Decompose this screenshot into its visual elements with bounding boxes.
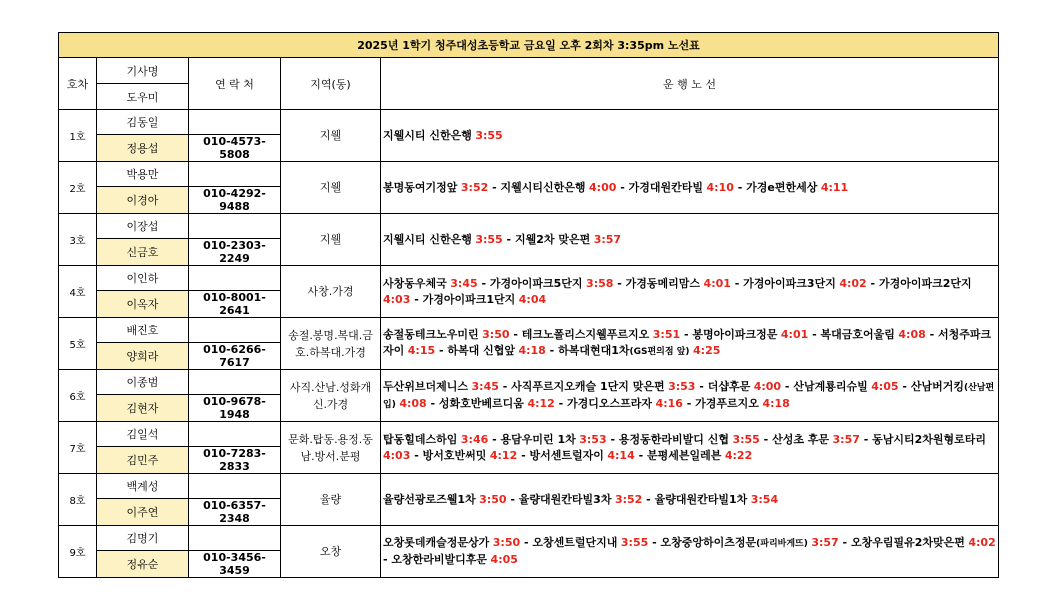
area-cell: 오창 xyxy=(281,526,381,578)
stop-separator: - xyxy=(730,276,744,290)
contact-phone: 010-7283-2833 xyxy=(189,447,281,474)
contact-phone: 010-4573-5808 xyxy=(189,135,281,162)
table-row xyxy=(59,474,999,499)
stop-time: 3:50 xyxy=(479,492,507,506)
route-cell xyxy=(381,214,999,266)
stop-time: 4:02 xyxy=(839,276,867,290)
stop-separator: - xyxy=(410,292,423,306)
stop-name: 가경동메리맘스 xyxy=(625,276,701,290)
stop-time: 4:15 xyxy=(407,344,436,357)
stop-name: 율량대원칸타빌3차 xyxy=(518,492,612,506)
stop-note: (산남편입) xyxy=(383,382,995,410)
table-row xyxy=(59,214,999,239)
area-cell: 지웰 xyxy=(281,214,381,266)
stop-time: 3:51 xyxy=(652,328,681,341)
stop-separator: - xyxy=(642,492,655,506)
stop-separator: - xyxy=(410,448,423,462)
stop-time: 4:18 xyxy=(762,396,790,410)
stop-separator: - xyxy=(517,448,530,462)
stop-name: 용정동한라비발디 신협 xyxy=(618,432,729,446)
stop-name: 두산위브더제니스 xyxy=(383,379,469,393)
stop-separator: - xyxy=(545,344,559,357)
contact-phone: 010-6357-2348 xyxy=(189,499,281,526)
table-row xyxy=(59,526,999,551)
stop-name: 하복대 신협앞 xyxy=(447,344,515,357)
driver-name: 이종범 xyxy=(97,370,189,395)
stop-time: 3:45 xyxy=(450,276,478,290)
contact-blank xyxy=(189,318,281,343)
route-cell xyxy=(381,370,999,422)
contact-blank xyxy=(189,214,281,239)
route-cell xyxy=(381,526,999,578)
stop-name: 복대금호어울림 xyxy=(820,328,895,341)
stop-name: 방서호반써밋 xyxy=(422,448,487,462)
stop-name: 지웰시티신한은행 xyxy=(500,180,586,194)
stop-time: 4:00 xyxy=(589,180,617,194)
stop-name: 율량대원칸타빌1차 xyxy=(654,492,748,506)
driver-name: 박용만 xyxy=(97,162,189,187)
stop-time: 3:57 xyxy=(832,432,860,446)
stop-name: 오창한라비발디후문 xyxy=(391,553,488,566)
assistant-name: 정유순 xyxy=(97,551,189,578)
route-cell xyxy=(381,110,999,162)
assistant-name: 양희라 xyxy=(97,343,189,370)
stop-time: 3:50 xyxy=(482,328,510,341)
area-cell: 지웰 xyxy=(281,162,381,214)
stop-time: 4:08 xyxy=(898,328,926,341)
header-assistant: 도우미 xyxy=(97,84,189,110)
stop-time: 4:01 xyxy=(703,276,731,290)
stop-separator: - xyxy=(520,536,533,549)
stop-time: 4:12 xyxy=(489,448,518,462)
stop-separator: - xyxy=(838,536,851,549)
stop-time: 3:52 xyxy=(460,180,489,194)
area-cell: 사직.산남.성화개신.가경 xyxy=(281,370,381,422)
area-cell: 문화.탑동.용정.동남.방서.분평 xyxy=(281,422,381,474)
stop-name: 봉명동여기정앞 xyxy=(383,180,458,194)
stop-name: 가경아이파크1단지 xyxy=(422,292,516,306)
stop-time: 4:16 xyxy=(655,396,683,410)
stop-separator: - xyxy=(613,276,626,290)
assistant-name: 이경아 xyxy=(97,187,189,214)
contact-phone: 010-4292-9488 xyxy=(189,187,281,214)
stop-name: 가경대원칸타빌 xyxy=(628,180,704,194)
table-row xyxy=(59,422,999,447)
stop-separator: - xyxy=(682,396,696,410)
contact-phone: 010-9678-1948 xyxy=(189,395,281,422)
stop-name: 가경디오스프라자 xyxy=(567,396,653,410)
stop-separator: - xyxy=(616,180,629,194)
stop-name: 오창센트럴단지내 xyxy=(532,536,618,549)
stop-time: 4:05 xyxy=(871,379,899,393)
stop-separator: - xyxy=(759,432,773,446)
stop-time: 3:58 xyxy=(586,276,614,290)
stop-separator: - xyxy=(866,276,879,290)
stop-separator: - xyxy=(680,328,693,341)
driver-name: 배진호 xyxy=(97,318,189,343)
stop-time: 3:53 xyxy=(668,379,696,393)
header-no: 호차 xyxy=(59,58,97,110)
stop-time: 4:18 xyxy=(518,344,546,357)
stop-separator: - xyxy=(898,379,911,393)
stop-name: 오창우림필유2차맞은편 xyxy=(850,536,965,549)
header-area: 지역(동) xyxy=(281,58,381,110)
stop-separator: - xyxy=(488,180,501,194)
stop-name: 봉명아이파크정문 xyxy=(692,328,778,341)
stop-name: 가경아이파크3단지 xyxy=(743,276,836,290)
stop-separator: - xyxy=(435,344,448,357)
stop-time: 3:54 xyxy=(750,492,779,506)
stop-separator: - xyxy=(502,232,515,246)
stop-time: 4:03 xyxy=(383,448,411,462)
stop-name: 산남계룡리슈빌 xyxy=(793,379,868,393)
stop-separator: - xyxy=(498,379,512,393)
stop-name: 가경푸르지오 xyxy=(695,396,759,410)
table-row xyxy=(59,370,999,395)
contact-phone: 010-3456-3459 xyxy=(189,551,281,578)
stop-separator: - xyxy=(383,553,392,566)
bus-number: 2호 xyxy=(59,162,97,214)
stop-separator: - xyxy=(554,396,568,410)
stop-time: 4:03 xyxy=(383,292,411,306)
contact-phone: 010-8001-2641 xyxy=(189,291,281,318)
stop-time: 4:25 xyxy=(693,344,721,357)
table-row xyxy=(59,110,999,135)
contact-blank xyxy=(189,162,281,187)
stop-name: 더샵후문 xyxy=(707,379,751,393)
stop-name: 지웰시티 신한은행 xyxy=(383,128,472,142)
contact-blank xyxy=(189,526,281,551)
table-row xyxy=(59,266,999,291)
stop-separator: - xyxy=(781,379,794,393)
stop-separator: - xyxy=(606,432,619,446)
stop-separator: - xyxy=(859,432,873,446)
stop-time: 4:08 xyxy=(399,396,427,410)
stop-name: 송절동테크노우미린 xyxy=(383,328,479,341)
stop-name: 지웰2차 맞은편 xyxy=(514,232,591,246)
area-cell: 사창.가경 xyxy=(281,266,381,318)
area-cell: 송절.봉명.복대.금호.하복대.가경 xyxy=(281,318,381,370)
stop-separator: - xyxy=(634,448,647,462)
header-driver: 기사명 xyxy=(97,58,189,84)
driver-name: 이장섭 xyxy=(97,214,189,239)
driver-name: 김명기 xyxy=(97,526,189,551)
stop-name: 지웰시티 신한은행 xyxy=(383,232,472,246)
stop-time: 3:55 xyxy=(732,432,760,446)
page-title: 2025년 1학기 청주대성초등학교 금요일 오후 2회차 3:35pm 노선표 xyxy=(59,33,999,58)
stop-name: 서청주파크자이 xyxy=(383,328,992,357)
bus-number: 5호 xyxy=(59,318,97,370)
stop-name: 가경아이파크2단지 xyxy=(878,276,972,290)
stop-separator: - xyxy=(488,432,501,446)
driver-name: 김동일 xyxy=(97,110,189,135)
stop-name: 산성초 후문 xyxy=(772,432,830,446)
stop-name: 사창동우체국 xyxy=(383,276,447,290)
stop-time: 3:55 xyxy=(620,536,649,549)
stop-time: 4:02 xyxy=(968,536,996,549)
stop-time: 4:04 xyxy=(518,292,547,306)
bus-number: 7호 xyxy=(59,422,97,474)
stop-separator: - xyxy=(808,328,821,341)
stop-time: 4:00 xyxy=(753,379,782,393)
contact-blank xyxy=(189,110,281,135)
bus-number: 6호 xyxy=(59,370,97,422)
bus-number: 3호 xyxy=(59,214,97,266)
header-contact: 연 락 처 xyxy=(189,58,281,110)
stop-separator: - xyxy=(426,396,439,410)
stop-name: 사직푸르지오캐슬 1단지 맞은편 xyxy=(511,379,665,393)
stop-name: 탑동힐데스하임 xyxy=(383,432,458,446)
stop-time: 4:11 xyxy=(820,180,849,194)
stop-note: (GS편의점 앞) xyxy=(629,347,690,357)
assistant-name: 정용섭 xyxy=(97,135,189,162)
contact-blank xyxy=(189,422,281,447)
table-row xyxy=(59,162,999,187)
stop-name: 산남버거킹 xyxy=(910,379,964,393)
table-row xyxy=(59,318,999,343)
stop-time: 3:57 xyxy=(593,232,622,246)
stop-name: 가경아이파크5단지 xyxy=(489,276,583,290)
contact-phone: 010-2303-2249 xyxy=(189,239,281,266)
stop-time: 3:45 xyxy=(471,379,499,393)
area-cell: 지웰 xyxy=(281,110,381,162)
stop-time: 4:10 xyxy=(706,180,734,194)
stop-time: 4:05 xyxy=(490,553,518,566)
stop-name: 율량선광로즈웰1차 xyxy=(383,492,476,506)
route-cell xyxy=(381,266,999,318)
route-cell xyxy=(381,422,999,474)
route-cell xyxy=(381,318,999,370)
stop-note: (파리바게뜨) xyxy=(756,539,808,549)
stop-separator: - xyxy=(648,536,661,549)
driver-name: 백계성 xyxy=(97,474,189,499)
stop-time: 4:14 xyxy=(607,448,635,462)
bus-number: 9호 xyxy=(59,526,97,578)
stop-name: 오창중앙하이츠정문 xyxy=(660,536,757,549)
driver-name: 김일석 xyxy=(97,422,189,447)
stop-time: 3:57 xyxy=(811,536,839,549)
assistant-name: 김현자 xyxy=(97,395,189,422)
stop-separator: - xyxy=(925,328,938,341)
bus-number: 1호 xyxy=(59,110,97,162)
stop-separator: - xyxy=(506,492,519,506)
stop-name: 분평세븐일레븐 xyxy=(646,448,722,462)
assistant-name: 이옥자 xyxy=(97,291,189,318)
route-cell xyxy=(381,162,999,214)
stop-name: 용담우미린 1차 xyxy=(500,432,576,446)
header-route: 운 행 노 선 xyxy=(381,58,999,110)
assistant-name: 김민주 xyxy=(97,447,189,474)
contact-blank xyxy=(189,370,281,395)
stop-time: 3:50 xyxy=(492,536,521,549)
stop-separator: - xyxy=(733,180,747,194)
stop-time: 3:46 xyxy=(460,432,489,446)
route-table xyxy=(58,32,999,578)
assistant-name: 이주연 xyxy=(97,499,189,526)
assistant-name: 신금호 xyxy=(97,239,189,266)
stop-time: 3:53 xyxy=(579,432,607,446)
stop-separator: - xyxy=(695,379,708,393)
driver-name: 이인하 xyxy=(97,266,189,291)
stop-name: 오창롯데캐슬정문상가 xyxy=(383,536,490,549)
stop-name: 성화호반베르디움 xyxy=(438,396,524,410)
stop-separator: - xyxy=(509,328,522,341)
bus-number: 8호 xyxy=(59,474,97,526)
bus-number: 4호 xyxy=(59,266,97,318)
stop-separator: - xyxy=(477,276,490,290)
area-cell: 율량 xyxy=(281,474,381,526)
contact-blank xyxy=(189,266,281,291)
stop-name: 동남시티2차원형로타리 xyxy=(872,432,987,446)
route-table-body xyxy=(59,33,999,578)
route-cell xyxy=(381,474,999,526)
stop-time: 3:55 xyxy=(475,232,503,246)
contact-phone: 010-6266-7617 xyxy=(189,343,281,370)
contact-blank xyxy=(189,474,281,499)
stop-name: 하복대현대1차 xyxy=(558,344,630,357)
stop-time: 3:52 xyxy=(614,492,643,506)
stop-name: 테크노폴리스지웰푸르지오 xyxy=(521,328,650,341)
stop-time: 3:55 xyxy=(475,128,503,142)
stop-name: 방서센트럴자이 xyxy=(529,448,604,462)
stop-time: 4:01 xyxy=(780,328,809,341)
stop-time: 4:22 xyxy=(724,448,753,462)
stop-name: 가경e편한세상 xyxy=(746,180,818,194)
stop-time: 4:12 xyxy=(527,396,555,410)
